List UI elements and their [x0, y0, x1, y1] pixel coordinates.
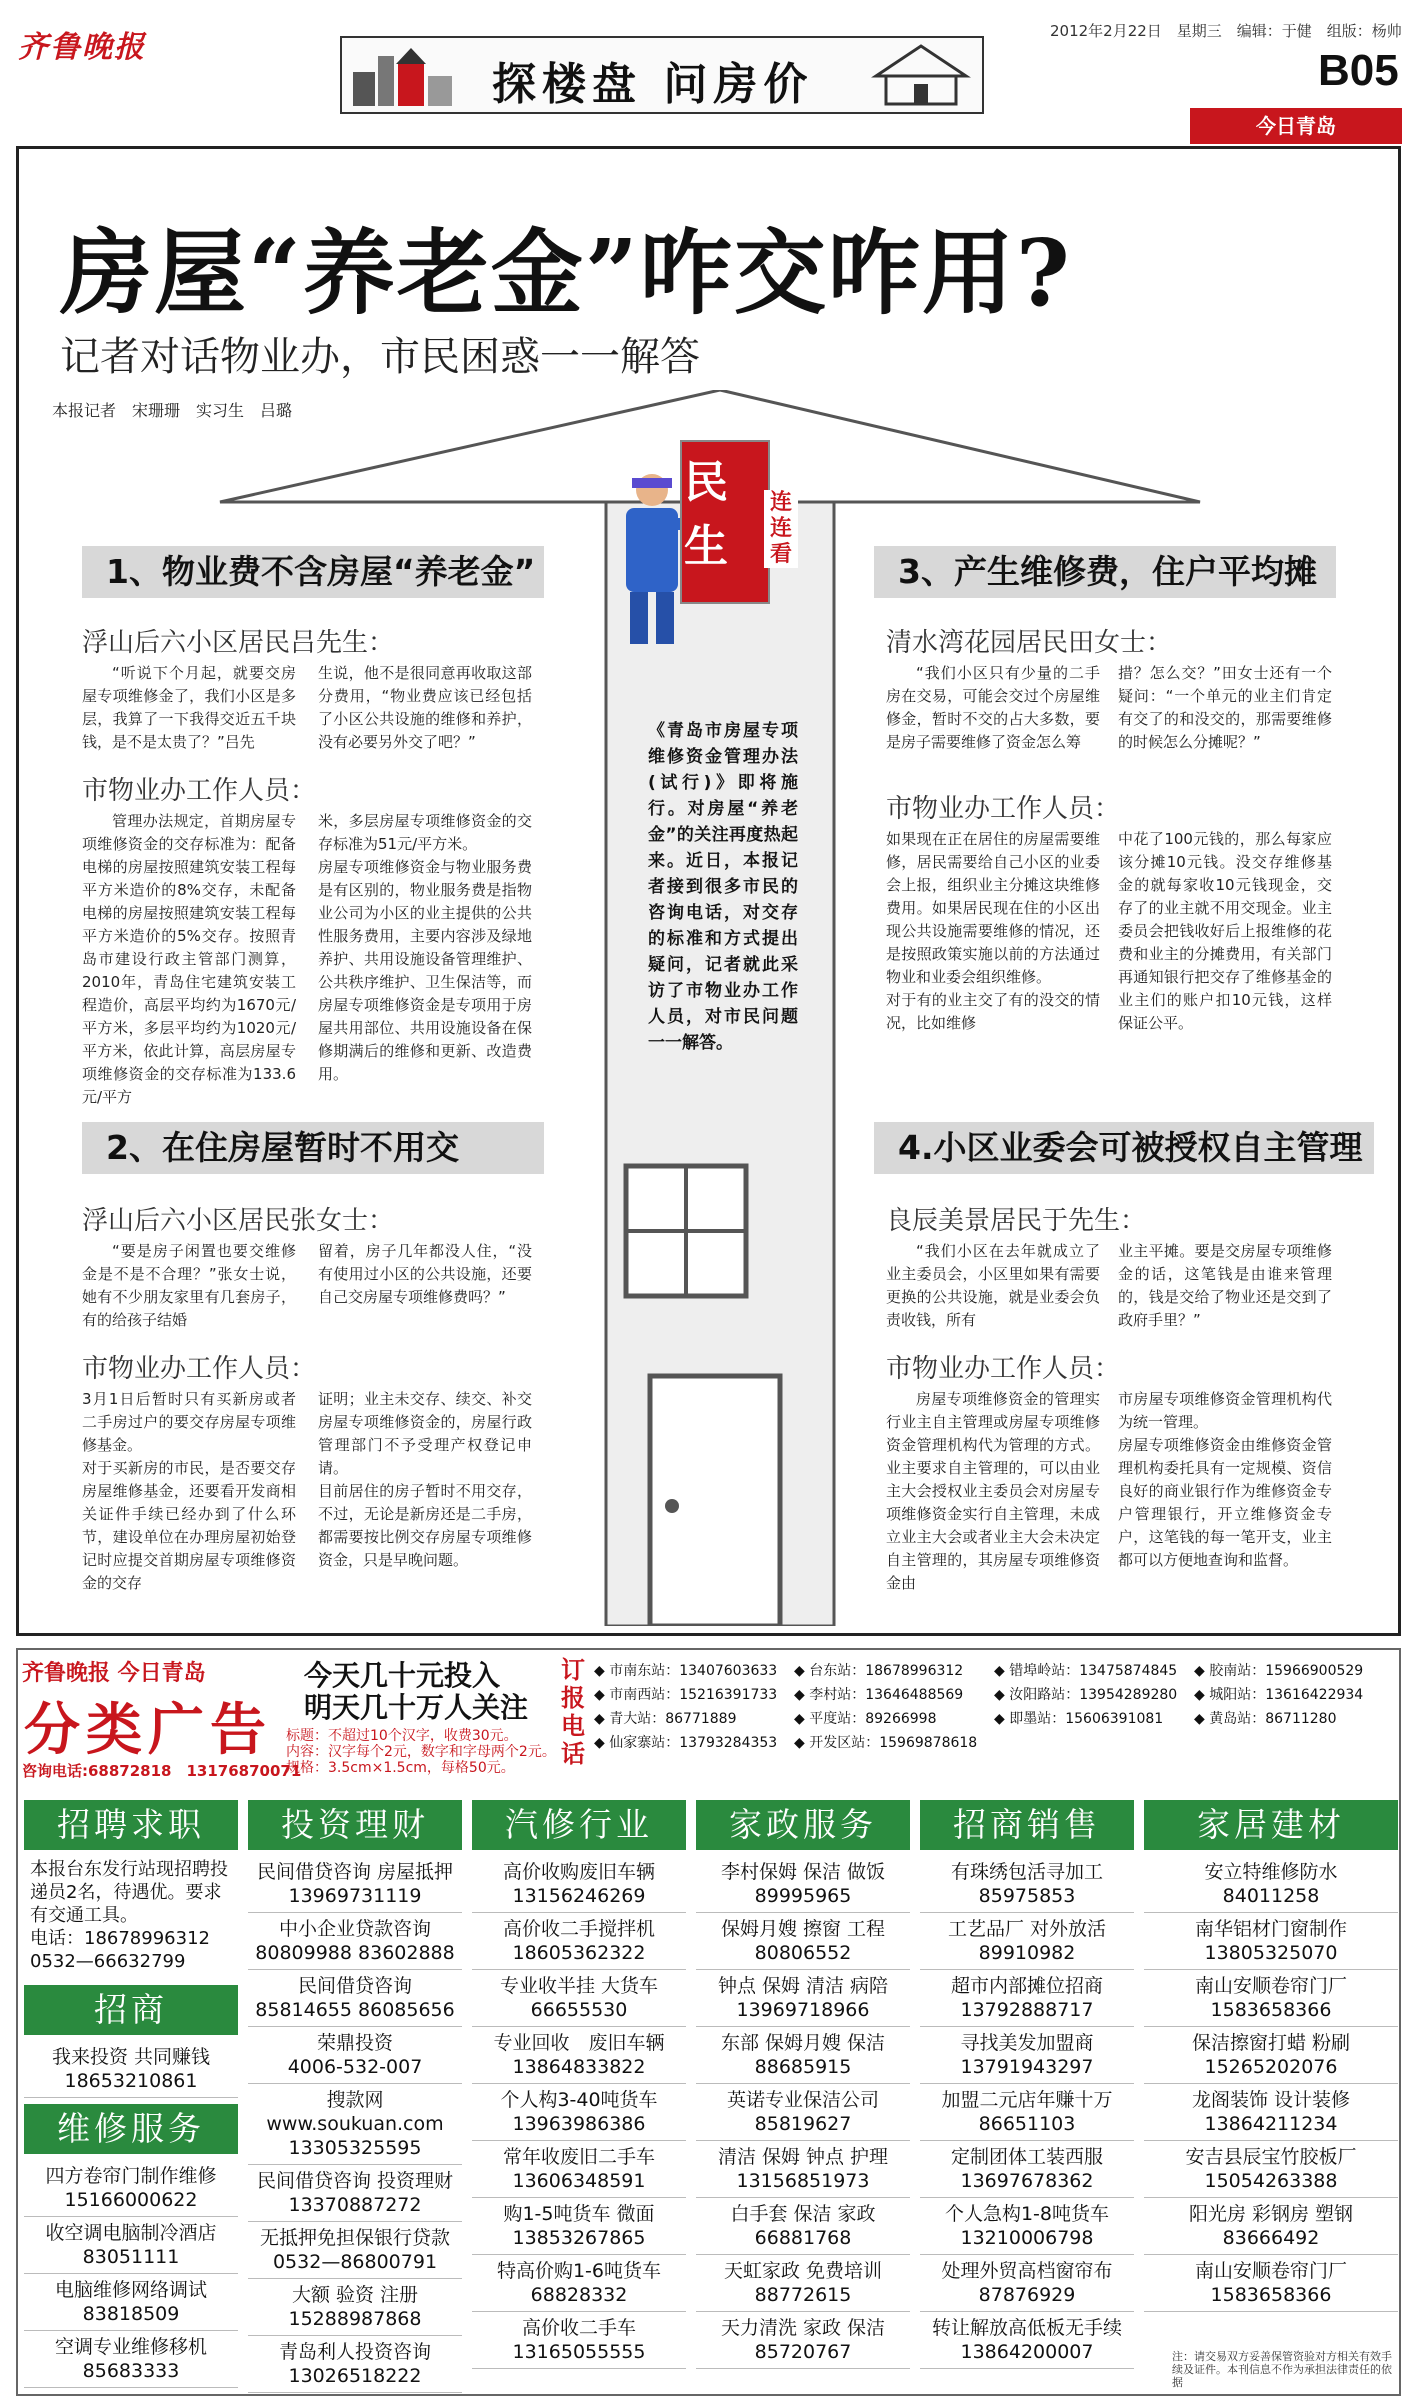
ad-category: 家居建材 — [1144, 1800, 1398, 1850]
ad-item: 青岛利人投资咨询 13026518222 — [248, 2336, 462, 2393]
ads-pricing-rules: 标题：不超过10个汉字，收费30元。 内容：汉字每个2元，数字和字母两个2元。 规格：3.5cm×1.5cm，每格50元。 — [286, 1728, 556, 1776]
section-1-title: 1、物业费不含房屋“养老金” — [82, 546, 544, 598]
station-item: ◆ 即墨站：15606391081 — [994, 1711, 1164, 1727]
station-item: ◆ 青大站：86771889 — [594, 1711, 737, 1727]
ad-item: 南华铝材门窗制作 13805325070 — [1144, 1913, 1398, 1970]
section-3-answer-col1: 如果现在正在居住的房屋需要维修，居民需要给自己小区的业委会上报，组织业主分摊这块维修费用。如果居民现在住的小区出现公共设施需要维修的情况，还是按照政策实施以前的方法通过物业和业委会组织维修。 对于有的业主交了有的没交的情况，比如维修 — [886, 830, 1100, 1032]
section-4-question-speaker: 良辰美景居民于先生： — [886, 1206, 1147, 1236]
section-2-answer-speaker: 市物业办工作人员： — [82, 1354, 317, 1384]
section-2-question-speaker: 浮山后六小区居民张女士： — [82, 1206, 395, 1236]
ad-item: 天虹家政 免费培训 88772615 — [696, 2255, 910, 2312]
section-1-question-col2: 生说，他不是很同意再收取这部分费用，“物业费应该已经包括了小区公共设施的维修和养护，没有必要另外交了吧？” — [318, 664, 532, 751]
ad-category: 维修服务 — [24, 2104, 238, 2154]
ad-item: 安立特维修防水 84011258 — [1144, 1856, 1398, 1913]
ad-column-recruit — [24, 1800, 238, 2390]
station-item: ◆ 台东站：18678996312 — [794, 1663, 964, 1679]
ads-brand: 齐鲁晚报 今日青岛 — [22, 1661, 206, 1686]
section-3-question-col2: 措？怎么交？”田女士还有一个疑问：“一个单元的业主们肯定有交了的和没交的，那需要维修的时候怎么分摊呢？” — [1118, 664, 1332, 751]
ad-item: 处理外贸高档窗帘布 87876929 — [920, 2255, 1134, 2312]
section-2-question-col2: 留着，房子几年都没人住，“没有使用过小区的公共设施，还要自己交房屋专项维修费吗？” — [318, 1242, 532, 1306]
section-4-answer-col2: 市房屋专项维修资金管理机构代为统一管理。 房屋专项维修资金由维修资金管理机构委托具有一定规模、资信良好的商业银行作为维修资金专户管理银行，开立维修资金专户，这笔钱的每一笔开支，业主都可以方便地查询和监督。 — [1118, 1390, 1332, 1569]
section-3-question-col1: “我们小区只有少量的二手房在交易，可能会交过个房屋维修金，暂时不交的占大多数，要是房子需要维修了资金怎么筹 — [886, 664, 1100, 751]
ads-slogan: 今天几十元投入 明天几十万人关注 — [304, 1659, 529, 1724]
station-item: ◆ 市南西站：15216391733 — [594, 1687, 778, 1703]
ad-item: 高价收购废旧车辆 13156246269 — [472, 1856, 686, 1913]
ad-column-business — [920, 1800, 1134, 2390]
section-3-answer-col2: 中花了100元钱的，那么每家应该分摊10元钱。没交存维修基金的就每家收10元钱现金，交存了的业主就不用交现金。业主委员会把钱收好后上报维修的花费和业主的分摊费用，有关部门再通知银行把交存了维修基金的业主们的账户扣10元钱，这样保证公平。 — [1118, 830, 1332, 1032]
ad-item: 我来投资 共同赚钱 18653210861 — [24, 2041, 238, 2098]
ad-category: 投资理财 — [248, 1800, 462, 1850]
ad-item: 加盟二元店年赚十万 86651103 — [920, 2084, 1134, 2141]
ad-category: 招聘求职 — [24, 1800, 238, 1850]
minsheng-logo: 民 生 连连看 — [668, 440, 808, 610]
section-1-question-speaker: 浮山后六小区居民吕先生： — [82, 628, 395, 658]
station-item: ◆ 仙家寨站：13793284353 — [594, 1735, 778, 1751]
section-4-answer-speaker: 市物业办工作人员： — [886, 1354, 1121, 1384]
ad-item: 民间借贷咨询 85814655 86085656 — [248, 1970, 462, 2027]
section-4-answer-col1: 房屋专项维修资金的管理实行业主自主管理或房屋专项维修资金管理机构代为管理的方式。业主要求自主管理的，可以由业主大会授权业主委员会对房屋专项维修资金实行自主管理，未成立业主大会或者业主大会未决定自主管理的，其房屋专项维修资金由 — [886, 1390, 1100, 1592]
banner-title: 探楼盘 问房价 — [492, 59, 814, 110]
section-2-answer-col2: 证明；业主未交存、续交、补交房屋专项维修资金的，房屋行政管理部门不予受理产权登记申请。 目前居住的房子暂时不用交存，不过，无论是新房还是二手房，都需要按比例交存房屋专项维修资金，只是早晚问题。 — [318, 1390, 532, 1569]
ad-item: 无抵押免担保银行贷款 0532—86800791 — [248, 2222, 462, 2279]
ad-item: 空调专业维修移机 85683333 — [24, 2331, 238, 2388]
ad-column-home-building — [1144, 1800, 1398, 2390]
ad-item: 南山安顺卷帘门厂 1583658366 — [1144, 2255, 1398, 2312]
byline: 本报记者 宋珊珊 实习生 吕璐 — [52, 401, 293, 420]
ad-item: 李村保姆 保洁 做饭 89995965 — [696, 1856, 910, 1913]
ad-item: 民间借贷咨询 投资理财 13370887272 — [248, 2165, 462, 2222]
ads-title: 分类广告 — [24, 1697, 272, 1763]
station-item: ◆ 城阳站：13616422934 — [1194, 1687, 1364, 1703]
headline: 房屋“养老金”咋交咋用? — [60, 219, 1072, 327]
station-item: ◆ 市南东站：13407603633 — [594, 1663, 778, 1679]
subscription-label: 订报电话 — [561, 1656, 585, 1768]
intro-text: 《青岛市房屋专项维修资金管理办法(试行)》即将施行。对房屋“养老金”的关注再度热起来。近日，本报记者接到很多市民的咨询电话，对交存的标准和方式提出疑问，记者就此采访了市物业办工作人员，对市民问题一一解答。 — [648, 721, 798, 1053]
ad-item: 购1-5吨货车 微面 13853267865 — [472, 2198, 686, 2255]
ad-item: 工艺品厂 对外放活 89910982 — [920, 1913, 1134, 1970]
ad-item: 高价收二手搅拌机 18605362322 — [472, 1913, 686, 1970]
page-number: B05 — [1318, 46, 1399, 95]
dateline: 2012年2月22日 星期三 编辑：于健 组版：杨帅 — [1050, 22, 1402, 40]
column-banner — [340, 36, 984, 114]
ad-item: 钟点 保姆 清洁 病陪 13969718966 — [696, 1970, 910, 2027]
house-icon — [866, 42, 976, 106]
section-3-answer-speaker: 市物业办工作人员： — [886, 794, 1121, 824]
ad-item: 搜款网 www.soukuan.com 13305325595 — [248, 2084, 462, 2165]
section-4-title: 4.小区业委会可被授权自主管理 — [874, 1122, 1374, 1174]
station-item: ◆ 错埠岭站：13475874845 — [994, 1663, 1178, 1679]
station-item: ◆ 李村站：13646488569 — [794, 1687, 964, 1703]
section-2-answer-col1: 3月1日后暂时只有买新房或者二手房过户的要交存房屋专项维修基金。 对于买新房的市民，是否要交存房屋维修基金，还要看开发商相关证件手续已经办到了什么环节，建设单位在办理房屋初始登记时应提交首期房屋专项维修资金的交存 — [82, 1390, 296, 1592]
ad-item: 南山安顺卷帘门厂 1583658366 — [1144, 1970, 1398, 2027]
ad-column-investment — [248, 1800, 462, 2390]
ad-item: 英诺专业保洁公司 85819627 — [696, 2084, 910, 2141]
section-3-title: 3、产生维修费，住户平均摊 — [874, 546, 1336, 598]
ad-item: 特高价购1-6吨货车 68828332 — [472, 2255, 686, 2312]
ad-item: 大额 验资 注册 15288987868 — [248, 2279, 462, 2336]
section-1-answer-col1: 管理办法规定，首期房屋专项维修资金的交存标准为：配备电梯的房屋按照建筑安装工程每平方米造价的8%交存，未配备电梯的房屋按照建筑安装工程每平方米造价的5%交存。按照青岛市建设行政主管部门测算，2010年，青岛住宅建筑安装工程造价，高层平均约为1670元/平方米，多层平均约为1020元/平方米，依此计算，高层房屋专项维修资金的交存标准为133.6元/平方 — [82, 812, 296, 1106]
ad-item: 荣鼎投资 4006-532-007 — [248, 2027, 462, 2084]
ad-column-housekeeping — [696, 1800, 910, 2390]
section-3-question-speaker: 清水湾花园居民田女士： — [886, 628, 1173, 658]
station-item: ◆ 黄岛站：86711280 — [1194, 1711, 1337, 1727]
station-item: ◆ 开发区站：15969878618 — [794, 1735, 978, 1751]
ad-category: 家政服务 — [696, 1800, 910, 1850]
ad-item: 电脑维修网络调试 83818509 — [24, 2274, 238, 2331]
section-2-title: 2、在住房屋暂时不用交 — [82, 1122, 544, 1174]
station-item: ◆ 胶南站：15966900529 — [1194, 1663, 1364, 1679]
section-1-question-col1: “听说下个月起，就要交房屋专项维修金了，我们小区是多层，我算了一下我得交近五千块钱，是不是太贵了？”吕先 — [82, 664, 296, 751]
section-2-question-col1: “要是房子闲置也要交维修金是不是不合理？”张女士说，她有不少朋友家里有几套房子，有的给孩子结婚 — [82, 1242, 296, 1329]
station-item: ◆ 汝阳路站：13954289280 — [994, 1687, 1178, 1703]
ads-consult-phone: 咨询电话:68872818 13176870071 — [22, 1762, 302, 1780]
ad-item: 中小企业贷款咨询 80809988 83602888 — [248, 1913, 462, 1970]
ad-item: 清洁 保姆 钟点 护理 13156851973 — [696, 2141, 910, 2198]
city-skyline-icon — [348, 42, 458, 106]
ad-item: 白手套 保洁 家政 66881768 — [696, 2198, 910, 2255]
ad-item: 天力清洗 家政 保洁 85720767 — [696, 2312, 910, 2369]
ad-item: 安吉县辰宝竹胶板厂 15054263388 — [1144, 2141, 1398, 2198]
ad-item: 定制团体工装西服 13697678362 — [920, 2141, 1134, 2198]
ad-column-auto — [472, 1800, 686, 2390]
ad-category: 招商 — [24, 1985, 238, 2035]
ad-item: 四方卷帘门制作维修 15166000622 — [24, 2160, 238, 2217]
section-1-answer-speaker: 市物业办工作人员： — [82, 776, 317, 806]
ad-category: 招商销售 — [920, 1800, 1134, 1850]
section-1-answer-col2: 米，多层房屋专项维修资金的交存标准为51元/平方米。 房屋专项维修资金与物业服务费是有区别的，物业服务费是指物业公司为小区的业主提供的公共性服务费用，主要内容涉及绿地养护、共用设施设备管理维护、公共秩序维护、卫生保洁等，而房屋专项维修资金是专项用于房屋共用部位、共用设施设备在保修期满后的维修和更新、改造费用。 — [318, 812, 532, 1083]
ad-item: 收空调电脑制冷酒店 83051111 — [24, 2217, 238, 2274]
ad-item: 常年收废旧二手车 13606348591 — [472, 2141, 686, 2198]
ad-item: 民间借贷咨询 房屋抵押 13969731119 — [248, 1856, 462, 1913]
ad-item: 龙阁装饰 设计装修 13864211234 — [1144, 2084, 1398, 2141]
ad-item: 本报台东发行站现招聘投递员2名，待遇优。要求有交通工具。 电话：18678996312 0532—66632799 — [30, 1859, 228, 1972]
ad-item: 保姆月嫂 擦窗 工程 80806552 — [696, 1913, 910, 1970]
ad-item: 保洁擦窗打蜡 粉刷 15265202076 — [1144, 2027, 1398, 2084]
ads-disclaimer: 注：请交易双方妥善保管资验对方相关有效手续及证件。本刊信息不作为承担法律责任的依据 — [1172, 2350, 1392, 2389]
edition-label: 今日青岛 — [1190, 108, 1402, 144]
ad-item: 专业收半挂 大货车 66655530 — [472, 1970, 686, 2027]
ad-item: 东部 保姆月嫂 保洁 88685915 — [696, 2027, 910, 2084]
ad-item: 个人急构1-8吨货车 13210006798 — [920, 2198, 1134, 2255]
masthead: 齐鲁晚报 — [18, 30, 146, 65]
section-4-question-col2: 业主平摊。要是交房屋专项维修金的话，这笔钱是由谁来管理的，钱是交给了物业还是交到了政府手里？” — [1118, 1242, 1332, 1329]
ad-item: 阳光房 彩钢房 塑钢 83666492 — [1144, 2198, 1398, 2255]
station-item: ◆ 平度站：89266998 — [794, 1711, 937, 1727]
ad-item: 转让解放高低板无手续 13864200007 — [920, 2312, 1134, 2369]
ad-item: 个人构3-40吨货车 13963986386 — [472, 2084, 686, 2141]
ad-item: 寻找美发加盟商 13791943297 — [920, 2027, 1134, 2084]
ad-category: 汽修行业 — [472, 1800, 686, 1850]
ad-item: 专业回收 废旧车辆 13864833822 — [472, 2027, 686, 2084]
subheadline: 记者对话物业办，市民困惑一一解答 — [60, 334, 700, 380]
ad-item: 超市内部摊位招商 13792888717 — [920, 1970, 1134, 2027]
ad-item: 高价收二手车 13165055555 — [472, 2312, 686, 2369]
section-4-question-col1: “我们小区在去年就成立了业主委员会，小区里如果有需要更换的公共设施，就是业委会负责收钱，所有 — [886, 1242, 1100, 1329]
ad-item: 有珠绣包活寻加工 85975853 — [920, 1856, 1134, 1913]
